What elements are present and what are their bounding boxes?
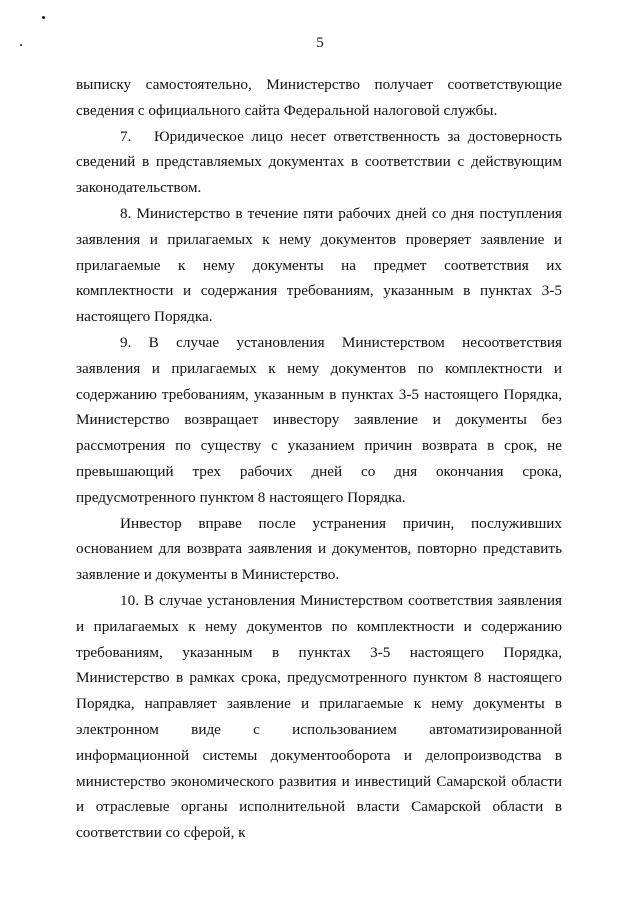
paragraph-7-number: 7. [120,127,132,145]
page-number: 5 [316,35,324,51]
paragraph-9: 9. В случае установления Министерством несоответствия заявления и прилагаемых к нему документов по комплектности и содержанию требованиям, указанным в пунктах 3-5 настоящего Порядка, Министерство возвращает инвестору заявление и документы без рассмотрения по существу с указанием причин возврата в срок, не превышающий трех рабочих дней со дня окончания срока, предусмотренного пунктом 8 настоящего Порядка. [76,333,562,506]
paragraph-8: 8. Министерство в течение пяти рабочих дней со дня поступления заявления и прилагаемых к нему документов проверяет заявление и прилагаемые к нему документы на предмет соответствия их комплектности и содержания требованиям, указанным в пунктах 3-5 настоящего Порядка. [76,204,562,326]
paragraph-7 [76,124,562,201]
document-body [76,72,562,846]
paragraph-7-text: Юридическое лицо несет ответственность за достоверность сведений в представляемых документах в соответствии с действующим законодательством. [76,127,562,197]
scan-artifact-dot [42,16,45,19]
paragraph-investor: Инвестор вправе после устранения причин, послуживших основанием для возврата заявления и документов, повторно представить заявление и документы в Министерство. [76,514,562,584]
paragraph-10: 10. В случае установления Министерством соответствия заявления и прилагаемых к нему документов по комплектности и содержанию требованиям, указанным в пунктах 3-5 настоящего Порядка, Министерство в рамках срока, предусмотренного пунктом 8 настоящего Порядка, направляет заявление и прилагаемые к нему документы в электронном виде с использованием автоматизированной информационной системы документооборота и делопроизводства в министерство экономического развития и инвестиций Самарской области и отраслевые органы исполнительной власти Самарской области в соответствии со сферой, к [76,591,562,842]
paragraph-continuation: выписку самостоятельно, Министерство получает соответствующие сведения с официального сайта Федеральной налоговой службы. [76,76,562,119]
